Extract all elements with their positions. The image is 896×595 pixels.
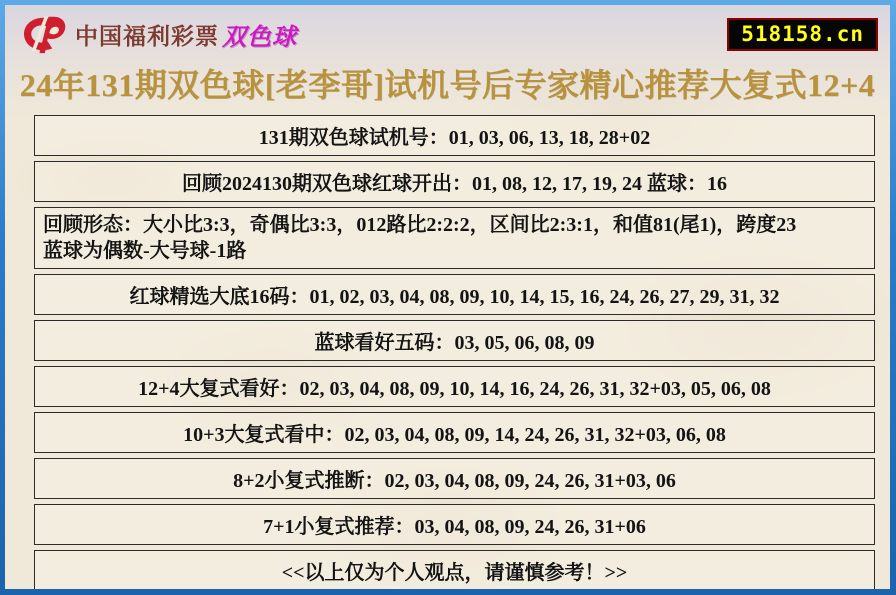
row-review-pattern-line1: 回顾形态：大小比3:3，奇偶比3:3，012路比2:2:2，区间比2:3:1，和值81(尾1)，跨度23	[43, 214, 797, 236]
header	[5, 5, 890, 57]
row-review-pattern-line2: 蓝球为偶数-大号球-1路	[43, 240, 247, 262]
row-complex-8-plus-2: 8+2小复式推断：02, 03, 04, 08, 09, 24, 26, 31+03, 06	[34, 458, 875, 499]
prediction-rows	[5, 115, 890, 589]
brand-name-text: 中国福利彩票	[75, 22, 219, 49]
row-complex-7-plus-1: 7+1小复式推荐：03, 04, 08, 09, 24, 26, 31+06	[34, 504, 875, 545]
brand	[21, 14, 297, 54]
row-review-pattern	[34, 207, 875, 269]
row-blue-ball-5-picks: 蓝球看好五码：03, 05, 06, 08, 09	[34, 320, 875, 361]
brand-game-text: 双色球	[222, 23, 297, 51]
row-complex-10-plus-3: 10+3大复式看中：02, 03, 04, 08, 09, 14, 24, 26, 31, 32+03, 06, 08	[34, 412, 875, 453]
page-background	[5, 5, 890, 589]
row-disclaimer: <<以上仅为个人观点，请谨慎参考！>>	[34, 550, 875, 589]
row-test-machine-number: 131期双色球试机号：01, 03, 06, 13, 18, 28+02	[34, 115, 875, 156]
page-title: 24年131期双色球[老李哥]试机号后专家精心推荐大复式12+4	[19, 67, 876, 103]
row-complex-12-plus-4: 12+4大复式看好：02, 03, 04, 08, 09, 10, 14, 16, 24, 26, 31, 32+03, 05, 06, 08	[34, 366, 875, 407]
site-url-badge: 518158.cn	[727, 18, 878, 51]
row-red-ball-16-picks: 红球精选大底16码：01, 02, 03, 04, 08, 09, 10, 14, 15, 16, 24, 26, 27, 29, 31, 32	[34, 274, 875, 315]
china-welfare-lottery-logo-icon	[21, 14, 75, 54]
row-last-draw-result: 回顾2024130期双色球红球开出：01, 08, 12, 17, 19, 24 蓝球：16	[34, 161, 875, 202]
